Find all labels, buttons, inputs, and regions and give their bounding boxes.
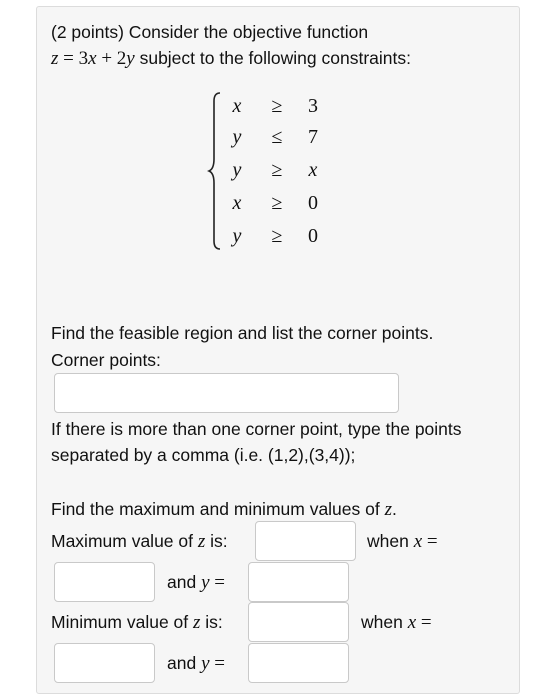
- constraint-rhs: 0: [308, 225, 318, 247]
- constraint-op: ≥: [271, 192, 283, 214]
- max-y-input[interactable]: [248, 562, 349, 602]
- constraint-var: y: [232, 126, 242, 148]
- constraint-op: ≤: [271, 126, 283, 148]
- constraint-op: ≥: [271, 159, 283, 181]
- constraint-rhs: 0: [308, 192, 318, 214]
- constraint-op: ≥: [271, 95, 283, 117]
- corner-instruction: Find the feasible region and list the corner points.: [51, 323, 434, 343]
- corner-hint-line1: If there is more than one corner point, type the points: [51, 419, 462, 439]
- objective-function: z = 3x + 2y subject to the following constraints:: [51, 48, 411, 69]
- corner-points-input[interactable]: [54, 373, 399, 413]
- constraint-var: y: [232, 225, 242, 247]
- constraint-var: y: [232, 159, 242, 181]
- min-and-y-label: and y =: [167, 653, 225, 674]
- min-when-x-label: when x =: [361, 612, 432, 633]
- max-when-x-label: when x =: [367, 531, 438, 552]
- constraint-var: x: [232, 95, 242, 117]
- min-y-input[interactable]: [248, 643, 349, 683]
- corner-hint-line2: separated by a comma (i.e. (1,2),(3,4));: [51, 445, 356, 465]
- constraint-rhs: 3: [308, 95, 318, 117]
- constraint-rhs: 7: [308, 126, 318, 148]
- constraint-var: x: [232, 192, 242, 214]
- constraint-rhs: x: [308, 159, 318, 181]
- max-value-input[interactable]: [255, 521, 356, 561]
- left-brace: [207, 91, 223, 251]
- min-value-input[interactable]: [248, 602, 349, 642]
- min-value-label: Minimum value of z is:: [51, 612, 223, 633]
- max-and-y-label: and y =: [167, 572, 225, 593]
- question-card: [36, 6, 520, 694]
- max-value-label: Maximum value of z is:: [51, 531, 228, 552]
- extrema-instruction: Find the maximum and minimum values of z.: [51, 499, 397, 520]
- constraint-op: ≥: [271, 225, 283, 247]
- corner-points-label: Corner points:: [51, 350, 161, 370]
- max-x-input[interactable]: [54, 562, 155, 602]
- min-x-input[interactable]: [54, 643, 155, 683]
- intro-text: (2 points) Consider the objective function: [51, 22, 369, 42]
